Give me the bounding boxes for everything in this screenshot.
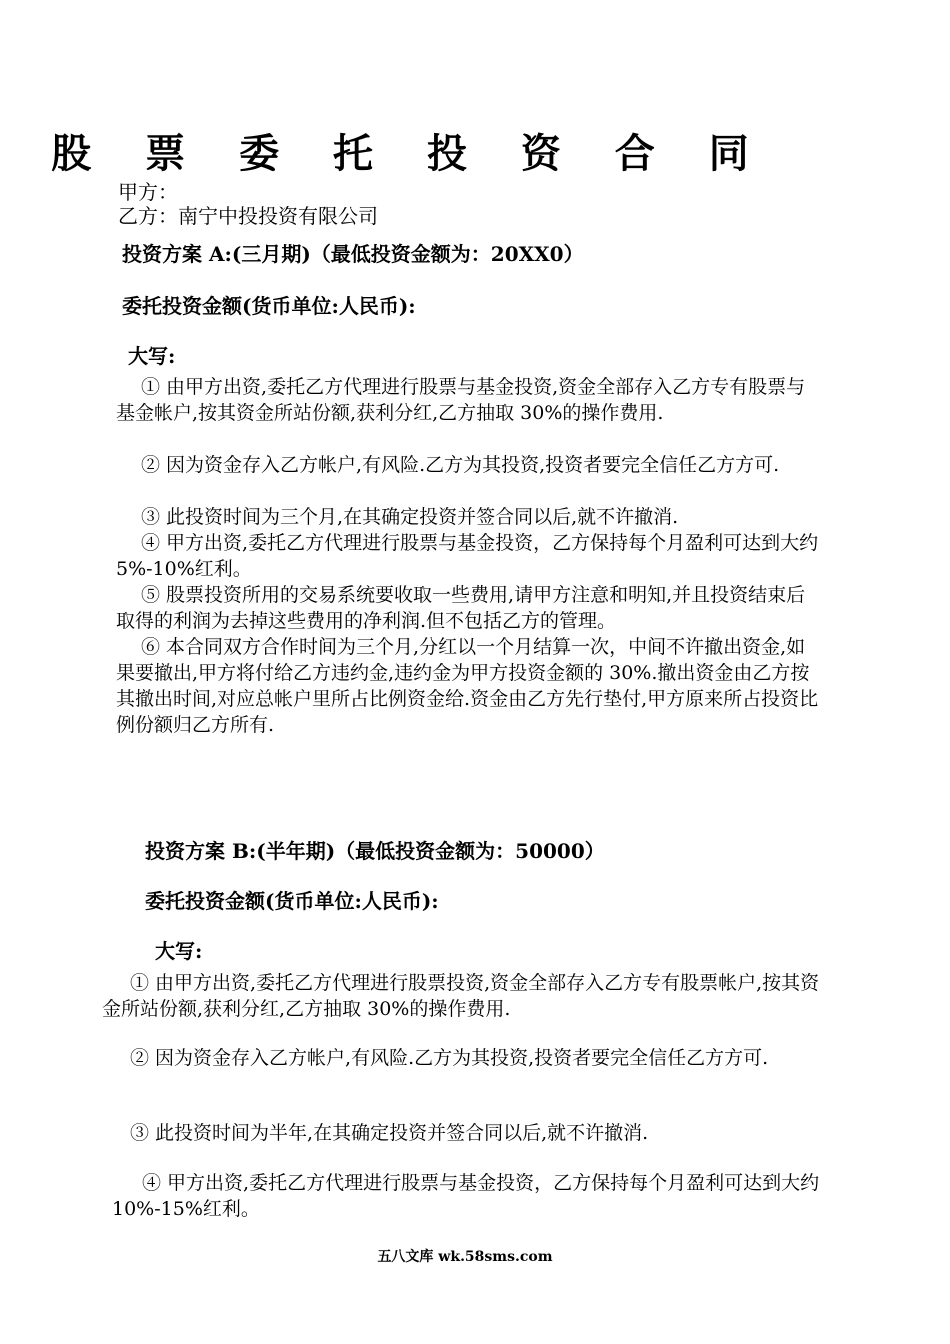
party-b-line: 乙方：南宁中投投资有限公司 — [118, 204, 378, 228]
footer-watermark: 五八文库 wk.58sms.com — [377, 1249, 553, 1265]
party-a-line: 甲方： — [118, 180, 178, 204]
plan-b-amount-label: 委托投资金额(货币单位:人民币): — [145, 889, 439, 913]
plan-b-item-2: ② 因为资金存入乙方帐户,有风险.乙方为其投资,投资者要完全信任乙方方可. — [130, 1047, 769, 1069]
plan-b-item-4: ④ 甲方出资,委托乙方代理进行股票与基金投资，乙方保持每个月盈利可达到大约 10%-15%红利。 — [112, 1172, 820, 1220]
plan-b-item-3: ③ 此投资时间为半年,在其确定投资并签合同以后,就不许撤消. — [130, 1122, 649, 1144]
plan-a-daxie-label: 大写: — [128, 344, 176, 368]
plan-a-amount-label: 委托投资金额(货币单位:人民币): — [122, 294, 416, 318]
plan-b-heading: 投资方案 B:(半年期)（最低投资金额为：50000） — [145, 839, 605, 863]
plan-a-item-6: ⑥ 本合同双方合作时间为三个月,分红以一个月结算一次，中间不许撤出资金,如果要撤出,甲方将付给乙方违约金,违约金为甲方投资金额的 30%.撤出资金由乙方按其撤出时间,对应总帐户里所占比例资金给.资金由乙方先行垫付,甲方原来所占投资比例份额归乙方所有. — [116, 636, 819, 736]
plan-a-item-5: ⑤ 股票投资所用的交易系统要收取一些费用,请甲方注意和明知,并且投资结束后取得的利润为去掉这些费用的净利润.但不包括乙方的管理。 — [116, 584, 806, 632]
contract-title: 股 票 委 托 投 资 合 同 — [51, 131, 769, 177]
plan-a-item-2: ② 因为资金存入乙方帐户,有风险.乙方为其投资,投资者要完全信任乙方方可. — [141, 454, 780, 476]
plan-b-daxie-label: 大写: — [155, 939, 203, 963]
plan-a-item-1: ① 由甲方出资,委托乙方代理进行股票与基金投资,资金全部存入乙方专有股票与基金帐户,按其资金所站份额,获利分红,乙方抽取 30%的操作费用. — [116, 376, 806, 424]
plan-a-heading: 投资方案 A:(三月期)（最低投资金额为：20XX0） — [122, 242, 584, 266]
plan-b-item-1: ① 由甲方出资,委托乙方代理进行股票投资,资金全部存入乙方专有股票帐户,按其资金所站份额,获利分红,乙方抽取 30%的操作费用. — [102, 972, 820, 1020]
plan-a-item-4: ④ 甲方出资,委托乙方代理进行股票与基金投资，乙方保持每个月盈利可达到大约 5%-10%红利。 — [116, 532, 819, 580]
plan-a-item-3: ③ 此投资时间为三个月,在其确定投资并签合同以后,就不许撤消. — [141, 506, 679, 528]
